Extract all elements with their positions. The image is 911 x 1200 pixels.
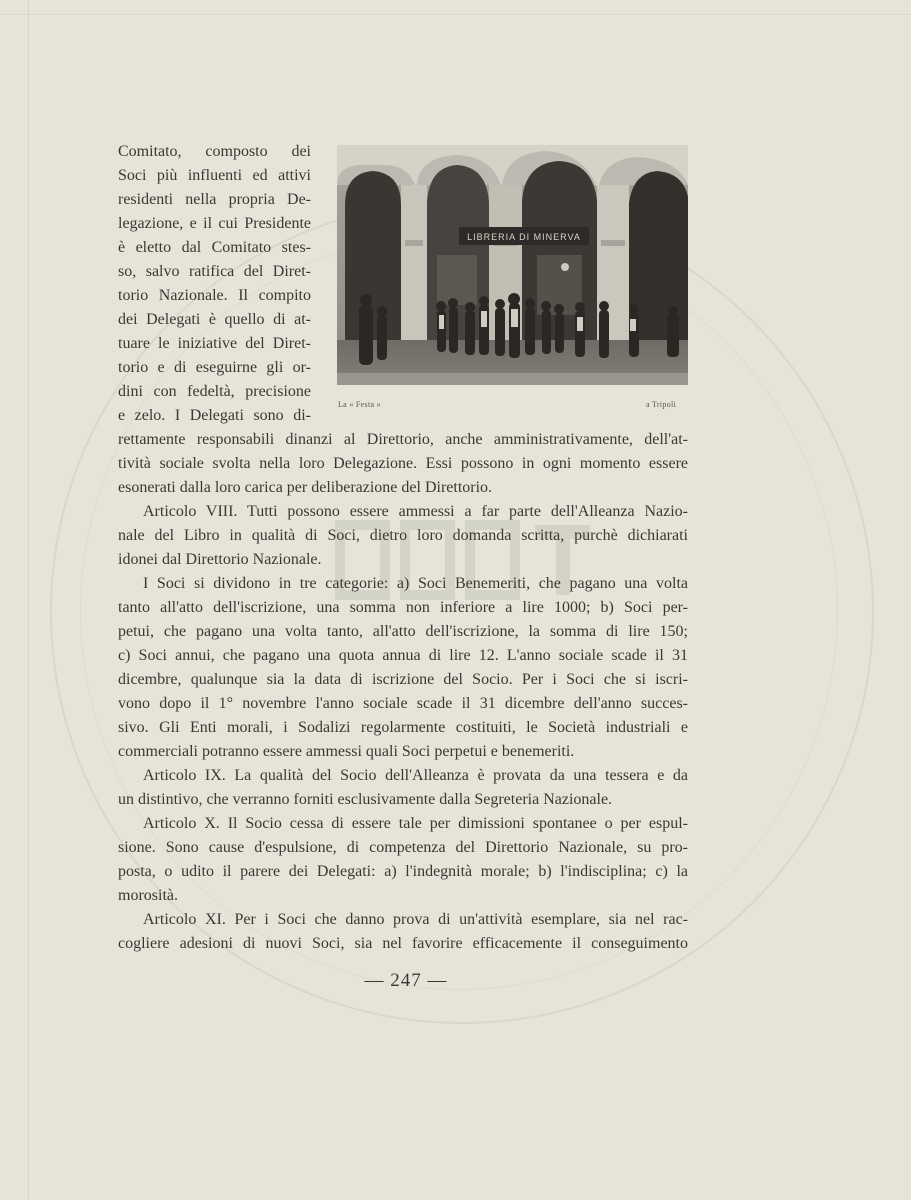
page-number: — 247 — [364,970,448,991]
text-line: Articolo X. Il Socio cessa di essere tale per dimissioni spontanee o per espul- [143,815,688,832]
text-line: Articolo VIII. Tutti possono essere ammessi a far parte dell'Alleanza Nazio- [143,503,688,520]
text-line: e zelo. I Delegati sono di- [118,407,311,424]
text-line: tanto all'atto dell'iscrizione, una somma non inferiore a lire 1000; b) Soci per- [118,599,688,616]
text-line: posta, o udito il parere dei Delegati: a) l'indegnità morale; b) l'indisciplina; c) la [118,863,688,880]
text-line: legazione, e il cui Presidente [118,215,311,232]
text-line: residenti nella propria De- [118,191,311,208]
text-line: morosità. [118,887,178,904]
photo-caption-left: La « Festa » [338,400,381,409]
text-line: Articolo IX. La qualità del Socio dell'Alleanza è provata da una tessera e da [143,767,688,784]
text-line: esonerati dalla loro carica per deliberazione del Direttorio. [118,479,493,496]
text-line: sivo. Gli Enti morali, i Sodalizi regolarmente costituiti, le Società industriali e [118,719,688,736]
text-line: Articolo XI. Per i Soci che danno prova di un'attività esemplare, sia nel rac- [143,911,688,928]
page-binding-edge [28,0,29,1200]
photo-caption-right: a Tripoli [646,400,677,409]
photo-illustration [337,145,688,385]
text-line: dini con fedeltà, precisione [118,383,311,400]
page-top-edge [0,14,911,15]
photo-arcade-tripoli [337,145,688,385]
text-line: Comitato, composto dei [118,143,311,160]
text-line: sione. Sono cause d'espulsione, di competenza del Direttorio Nazionale, su pro- [118,839,688,856]
text-line: petui, che pagano una volta tanto, all'atto dell'iscrizione, la somma di lire 150; [118,623,688,640]
photo-shop-sign: LIBRERIA DI MINERVA [467,232,581,242]
text-line: idonei dal Direttorio Nazionale. [118,551,322,568]
text-line: I Soci si dividono in tre categorie: a) Soci Benemeriti, che pagano una volta [143,575,688,592]
text-line: torio Nazionale. Il compito [118,287,311,304]
text-line: un distintivo, che verranno forniti esclusivamente dalla Segreteria Nazionale. [118,791,613,808]
text-line: tuare le iniziative del Diret- [118,335,311,352]
text-line: so, salvo ratifica del Diret- [118,263,311,280]
text-line: rettamente responsabili dinanzi al Direttorio, anche amministrativamente, dell'at- [118,431,688,448]
text-line: nale del Libro in qualità di Soci, dietro loro domanda scritta, purchè dichiarati [118,527,688,544]
text-line: commerciali potranno essere ammessi quali Soci perpetui e benemeriti. [118,743,575,760]
text-line: tività sociale svolta nella loro Delegazione. Essi possono in ogni momento essere [118,455,688,472]
text-line: vono dopo il 1° novembre l'anno sociale scade il 31 dicembre dell'anno succes- [118,695,688,712]
text-line: cogliere adesioni di nuovi Soci, sia nel favorire efficacemente il conseguimento [118,935,688,952]
text-line: torio e di eseguirne gli or- [118,359,311,376]
text-line: c) Soci annui, che pagano una quota annua di lire 12. L'anno sociale scade il 31 [118,647,688,664]
text-line: Soci più influenti ed attivi [118,167,311,184]
text-line: è eletto dal Comitato stes- [118,239,311,256]
text-line: dei Delegati è quello di at- [118,311,311,328]
text-line: dicembre, qualunque sia la data di iscrizione del Socio. Per i Soci che si iscri- [118,671,688,688]
